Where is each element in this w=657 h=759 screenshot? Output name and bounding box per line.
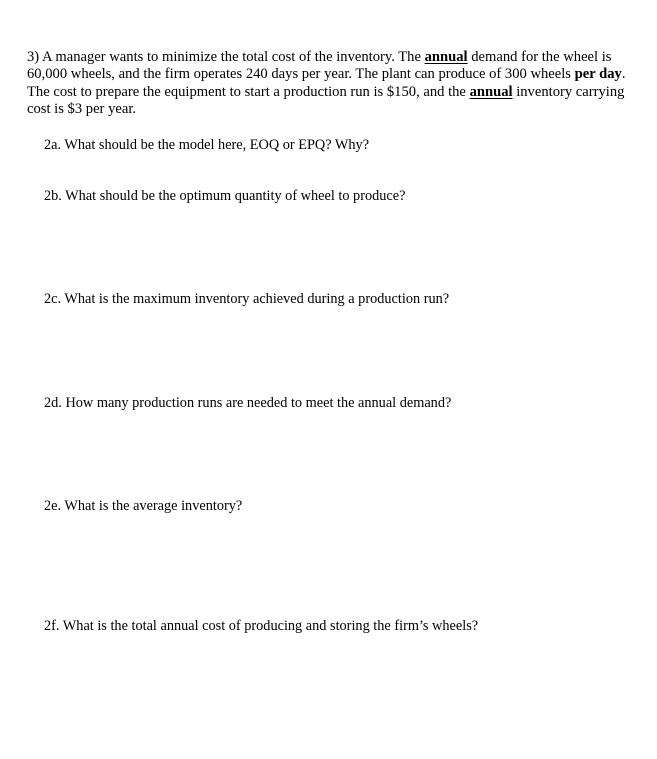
question-2a: 2a. What should be the model here, EOQ or EPQ? Why? bbox=[44, 137, 370, 153]
problem-text-1: 3) A manager wants to minimize the total cost of the inventory. The bbox=[27, 49, 425, 65]
question-2e: 2e. What is the average inventory? bbox=[44, 498, 243, 514]
question-2d: 2d. How many production runs are needed to meet the annual demand? bbox=[44, 395, 452, 411]
problem-statement bbox=[27, 49, 639, 118]
annual-emphasis-1: annual bbox=[424, 49, 468, 65]
problem-text-2: demand for the wheel is 60,000 wheels, and the firm operates 240 days per year. The plant can produce of 300 wheels bbox=[27, 49, 612, 83]
problem-text-3: . The cost to prepare the equipment to start a production run is $150, and the bbox=[27, 66, 626, 100]
problem-text-4: inventory carrying cost is $3 per year. bbox=[27, 83, 625, 117]
question-2b: 2b. What should be the optimum quantity of wheel to produce? bbox=[44, 188, 406, 204]
annual-emphasis-2: annual bbox=[469, 83, 513, 100]
question-2f: 2f. What is the total annual cost of producing and storing the firm’s wheels? bbox=[44, 618, 479, 634]
question-2c: 2c. What is the maximum inventory achieved during a production run? bbox=[44, 291, 450, 307]
per-day-emphasis: per day bbox=[574, 66, 622, 83]
